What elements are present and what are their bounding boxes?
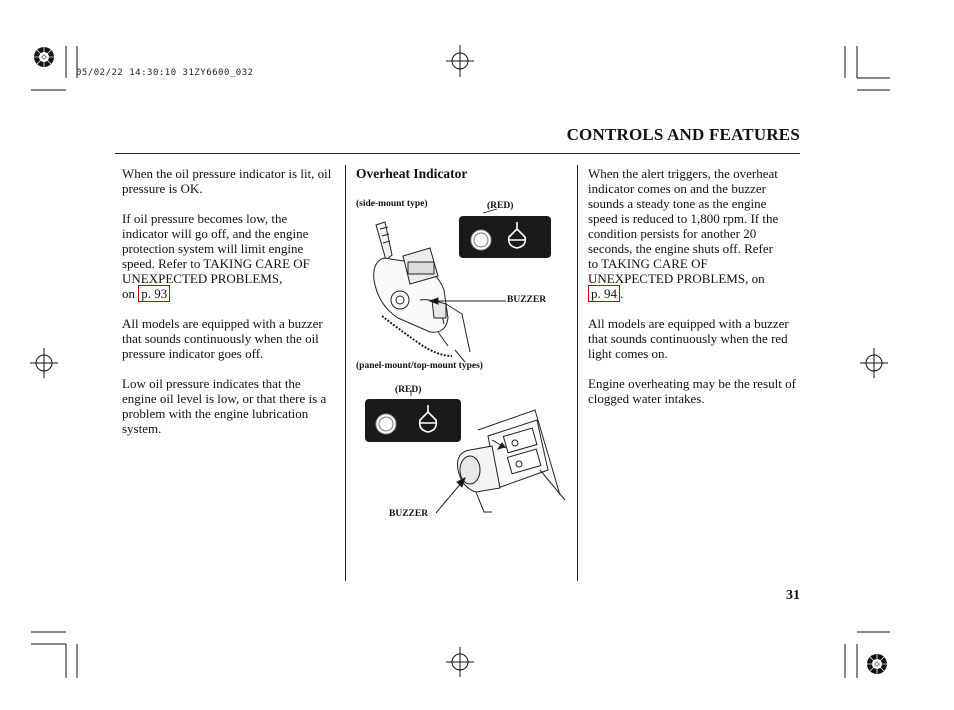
oil-low-line: indicator will go off, and the engine [122,226,309,241]
overheat-line: to TAKING CARE OF [588,256,708,271]
overheat-line: seconds, the engine shuts off. Refer [588,241,773,256]
section-title: CONTROLS AND FEATURES [566,125,800,144]
indicator-panel-side [459,209,551,258]
oil-ok-paragraph: When the oil pressure indicator is lit, oil pressure is OK. [122,166,332,196]
buzzer-label-panel: BUZZER [389,509,429,519]
oil-low-line: protection system will limit engine [122,241,304,256]
page-ref-link-94[interactable]: p. 94 [588,285,620,302]
overheat-line: condition persists for another 20 [588,226,757,241]
overheat-heading: Overheat Indicator [356,166,468,181]
page-number: 31 [786,588,800,603]
red-label-panel: (RED) [395,385,422,395]
oil-low-line: UNEXPECTED PROBLEMS, [122,271,283,286]
page-ref-link-93[interactable]: p. 93 [138,285,170,302]
right-column [588,166,802,421]
overheat-line: UNEXPECTED PROBLEMS, on [588,271,765,286]
buzzer-label-side: BUZZER [507,295,547,305]
oil-low-line: speed. Refer to TAKING CARE OF [122,256,310,271]
overheat-line: sounds a steady tone as the engine [588,196,767,211]
overheat-line: When the alert triggers, the overheat [588,166,778,181]
oil-level-paragraph: Low oil pressure indicates that the engine oil level is low, or that there is a problem with the engine lubrication system. [122,376,327,436]
overheat-line: speed is reduced to 1,800 rpm. If the [588,211,779,226]
indicator-panel-panel [365,390,461,442]
overheat-buzzer-paragraph: All models are equipped with a buzzer that sounds continuously when the red light comes on. [588,316,789,361]
overheat-alert-paragraph [588,166,802,301]
print-stamp: 05/02/22 14:30:10 31ZY6600_032 [76,68,254,78]
oil-low-on: on [122,286,135,301]
overheat-line: indicator comes on and the buzzer [588,181,766,196]
red-label-side: (RED) [487,201,514,211]
overheat-cause-paragraph: Engine overheating may be the result of clogged water intakes. [588,376,796,406]
side-mount-label: (side-mount type) [356,199,428,209]
panel-mount-label: (panel-mount/top-mount types) [356,361,483,371]
oil-buzzer-paragraph: All models are equipped with a buzzer that sounds continuously when the oil pressure indicator goes off. [122,316,323,361]
overheat-period: . [620,286,624,301]
oil-low-line: If oil pressure becomes low, the [122,211,288,226]
